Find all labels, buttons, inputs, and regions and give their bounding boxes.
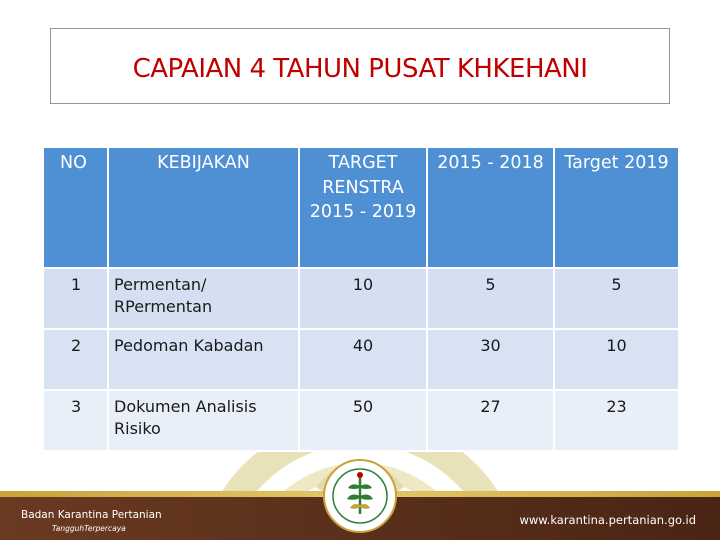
page-title: CAPAIAN 4 TAHUN PUSAT KHKEHANI (132, 54, 588, 84)
cell-realisasi: 5 (427, 268, 554, 329)
cell-kebijakan: Dokumen Analisis Risiko (108, 390, 299, 451)
cell-target-2019: 23 (554, 390, 679, 451)
cell-target-renstra: 40 (299, 329, 427, 390)
header-no: NO (43, 147, 108, 268)
table-row (43, 390, 679, 451)
cell-no: 2 (43, 329, 108, 390)
achievement-table (42, 146, 680, 452)
table-row (43, 329, 679, 390)
title-box (50, 28, 670, 104)
cell-kebijakan: Permentan/ RPermentan (108, 268, 299, 329)
header-kebijakan: KEBIJAKAN (108, 147, 299, 268)
header-target-2019: Target 2019 (554, 147, 679, 268)
cell-target-2019: 5 (554, 268, 679, 329)
karantina-logo-icon (322, 458, 398, 534)
cell-target-renstra: 50 (299, 390, 427, 451)
cell-target-renstra: 10 (299, 268, 427, 329)
footer-org-name: Badan Karantina Pertanian (21, 509, 162, 521)
footer-tagline: TangguhTerpercaya (52, 524, 126, 533)
cell-kebijakan: Pedoman Kabadan (108, 329, 299, 390)
header-target-renstra: TARGET RENSTRA 2015 - 2019 (299, 147, 427, 268)
cell-realisasi: 30 (427, 329, 554, 390)
cell-realisasi: 27 (427, 390, 554, 451)
table-header-row (43, 147, 679, 268)
cell-target-2019: 10 (554, 329, 679, 390)
table-row (43, 268, 679, 329)
cell-no: 1 (43, 268, 108, 329)
cell-no: 3 (43, 390, 108, 451)
header-2015-2018: 2015 - 2018 (427, 147, 554, 268)
footer-website: www.karantina.pertanian.go.id (519, 513, 696, 527)
